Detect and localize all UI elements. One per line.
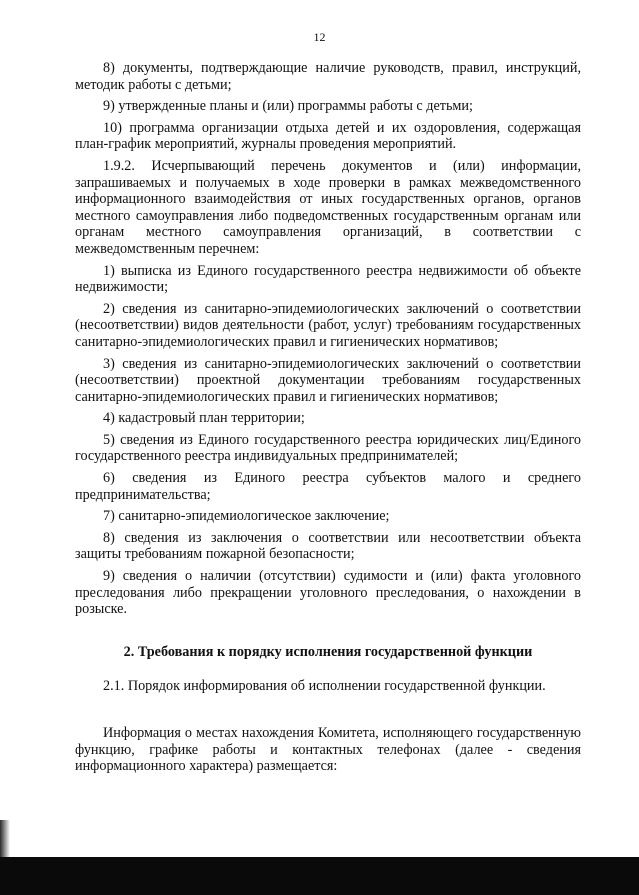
document-body	[75, 60, 581, 780]
list-item-1: 1) выписка из Единого государственного реестра недвижимости об объекте недвижимости;	[75, 262, 581, 296]
list-item-6: 6) сведения из Единого реестра субъектов малого и среднего предпринимательства;	[75, 470, 581, 503]
scan-edge-shadow	[0, 820, 10, 857]
paragraph-1-9-2: 1.9.2. Исчерпывающий перечень документов и (или) информации, запрашиваемых и получаемых в ходе проверки в рамках межведомственного информационного взаимодействия от иных государственных органов, органов местного самоуправления либо подведомственных государственным органам или органам местного самоуправления организаций, в соответствии с межведомственным перечнем:	[75, 157, 581, 257]
list-item-7: 7) санитарно-эпидемиологическое заключение;	[103, 508, 390, 525]
section-text: Информация о местах нахождения Комитета, исполняющего государственную функцию, графике работы и контактных телефонах (далее - сведения информационного характера) размещается:	[75, 725, 581, 775]
paragraph-item-10: 10) программа организации отдыха детей и их оздоровления, содержащая план-график мероприятий, журналы проведения мероприятий.	[75, 119, 581, 153]
list-item-4: 4) кадастровый план территории;	[103, 410, 305, 427]
list-item-8: 8) сведения из заключения о соответствии или несоответствии объекта защиты требованиям пожарной безопасности;	[75, 529, 581, 563]
section-subheading: 2.1. Порядок информирования об исполнении государственной функции.	[103, 678, 546, 695]
list-item-2: 2) сведения из санитарно-эпидемиологических заключений о соответствии (несоответствии) видов деятельности (работ, услуг) требованиям государственных санитарно-эпидемиологических правил и гигиенических нормативов;	[75, 300, 581, 350]
section-heading: 2. Требования к порядку исполнения государственной функции	[123, 643, 533, 660]
paragraph-item-8: 8) документы, подтверждающие наличие руководств, правил, инструкций, методик работы с детьми;	[75, 60, 581, 93]
list-item-5: 5) сведения из Единого государственного реестра юридических лиц/Единого государственного реестра индивидуальных предпринимателей;	[75, 431, 581, 465]
page-number: 12	[313, 30, 326, 44]
list-item-9: 9) сведения о наличии (отсутствии) судимости и (или) факта уголовного преследования либо прекращении уголовного преследования, о нахождении в розыске.	[75, 568, 581, 618]
list-item-3: 3) сведения из санитарно-эпидемиологических заключений о соответствии (несоответствии) проектной документации требованиям государственных санитарно-эпидемиологических правил и гигиенических нормативов;	[75, 355, 581, 405]
paragraph-item-9: 9) утвержденные планы и (или) программы работы с детьми;	[103, 98, 473, 115]
scan-bottom-border	[0, 857, 639, 895]
